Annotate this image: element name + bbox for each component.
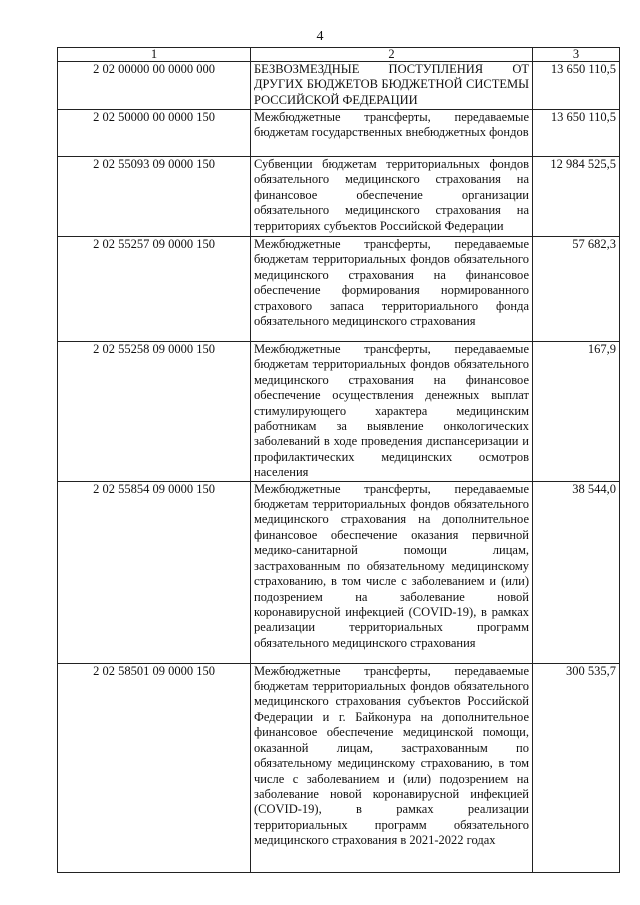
table-row	[58, 62, 620, 110]
budget-code: 2 02 55854 09 0000 150	[58, 481, 251, 663]
table-row	[58, 237, 620, 342]
budget-code: 2 02 50000 00 0000 150	[58, 110, 251, 157]
budget-revenue-table	[57, 47, 620, 873]
amount-value: 12 984 525,5	[533, 157, 620, 237]
revenue-name: Межбюджетные трансферты, передаваемые бюджетам территориальных фондов обязательного медицинского страхования на дополнительное финансовое обеспечение оказания первичной медико-санитарной помощи лицам, застрахованным по обязательному медицинскому страхованию, в том числе с заболеванием и (или) подозрением на заболевание новой коронавирусной инфекцией (COVID-19), в рамках реализации территориальных программ обязательного медицинского страхования	[251, 481, 533, 663]
amount-value: 57 682,3	[533, 237, 620, 342]
table-row	[58, 663, 620, 872]
page-number: 4	[316, 29, 324, 44]
revenue-name: Межбюджетные трансферты, передаваемые бюджетам территориальных фондов обязательного медицинского страхования на финансовое обеспечение формирования нормированного страхового запаса территориального фонда обязательного медицинского страхования	[251, 237, 533, 342]
table-row	[58, 342, 620, 482]
revenue-name: Межбюджетные трансферты, передаваемые бюджетам территориальных фондов обязательного медицинского страхования субъектов Российской Федерации и г. Байконура на дополнительное финансовое обеспечение медицинской помощи, оказанной лицам, застрахованным по обязательному медицинскому страхованию, в том числе с заболеванием и (или) подозрением на заболевание новой коронавирусной инфекцией (COVID-19), в рамках реализации территориальных программ обязательного медицинского страхования в 2021-2022 годах	[251, 663, 533, 872]
table-header-row	[58, 48, 620, 62]
revenue-name: Межбюджетные трансферты, передаваемые бюджетам территориальных фондов обязательного медицинского страхования на финансовое обеспечение осуществления денежных выплат стимулирующего характера медицинским работникам за выявление онкологических заболеваний в ходе проведения диспансеризации и профилактических медицинских осмотров населения	[251, 342, 533, 482]
budget-code: 2 02 55258 09 0000 150	[58, 342, 251, 482]
amount-value: 300 535,7	[533, 663, 620, 872]
revenue-name: Межбюджетные трансферты, передаваемые бюджетам государственных внебюджетных фондов	[251, 110, 533, 157]
budget-code: 2 02 58501 09 0000 150	[58, 663, 251, 872]
amount-value: 13 650 110,5	[533, 62, 620, 110]
budget-code: 2 02 55257 09 0000 150	[58, 237, 251, 342]
amount-value: 13 650 110,5	[533, 110, 620, 157]
table-row	[58, 157, 620, 237]
amount-value: 38 544,0	[533, 481, 620, 663]
budget-code: 2 02 55093 09 0000 150	[58, 157, 251, 237]
budget-code: 2 02 00000 00 0000 000	[58, 62, 251, 110]
table-row	[58, 110, 620, 157]
revenue-name: БЕЗВОЗМЕЗДНЫЕ ПОСТУПЛЕНИЯ ОТ ДРУГИХ БЮДЖЕТОВ БЮДЖЕТНОЙ СИСТЕМЫ РОССИЙСКОЙ ФЕДЕРАЦИИ	[251, 62, 533, 110]
column-header-amount: 3	[533, 48, 620, 62]
column-header-name: 2	[251, 48, 533, 62]
amount-value: 167,9	[533, 342, 620, 482]
table-row	[58, 481, 620, 663]
column-header-code: 1	[58, 48, 251, 62]
revenue-name: Субвенции бюджетам территориальных фондов обязательного медицинского страхования на финансовое обеспечение организации обязательного медицинского страхования на территориях субъектов Российской Федерации	[251, 157, 533, 237]
